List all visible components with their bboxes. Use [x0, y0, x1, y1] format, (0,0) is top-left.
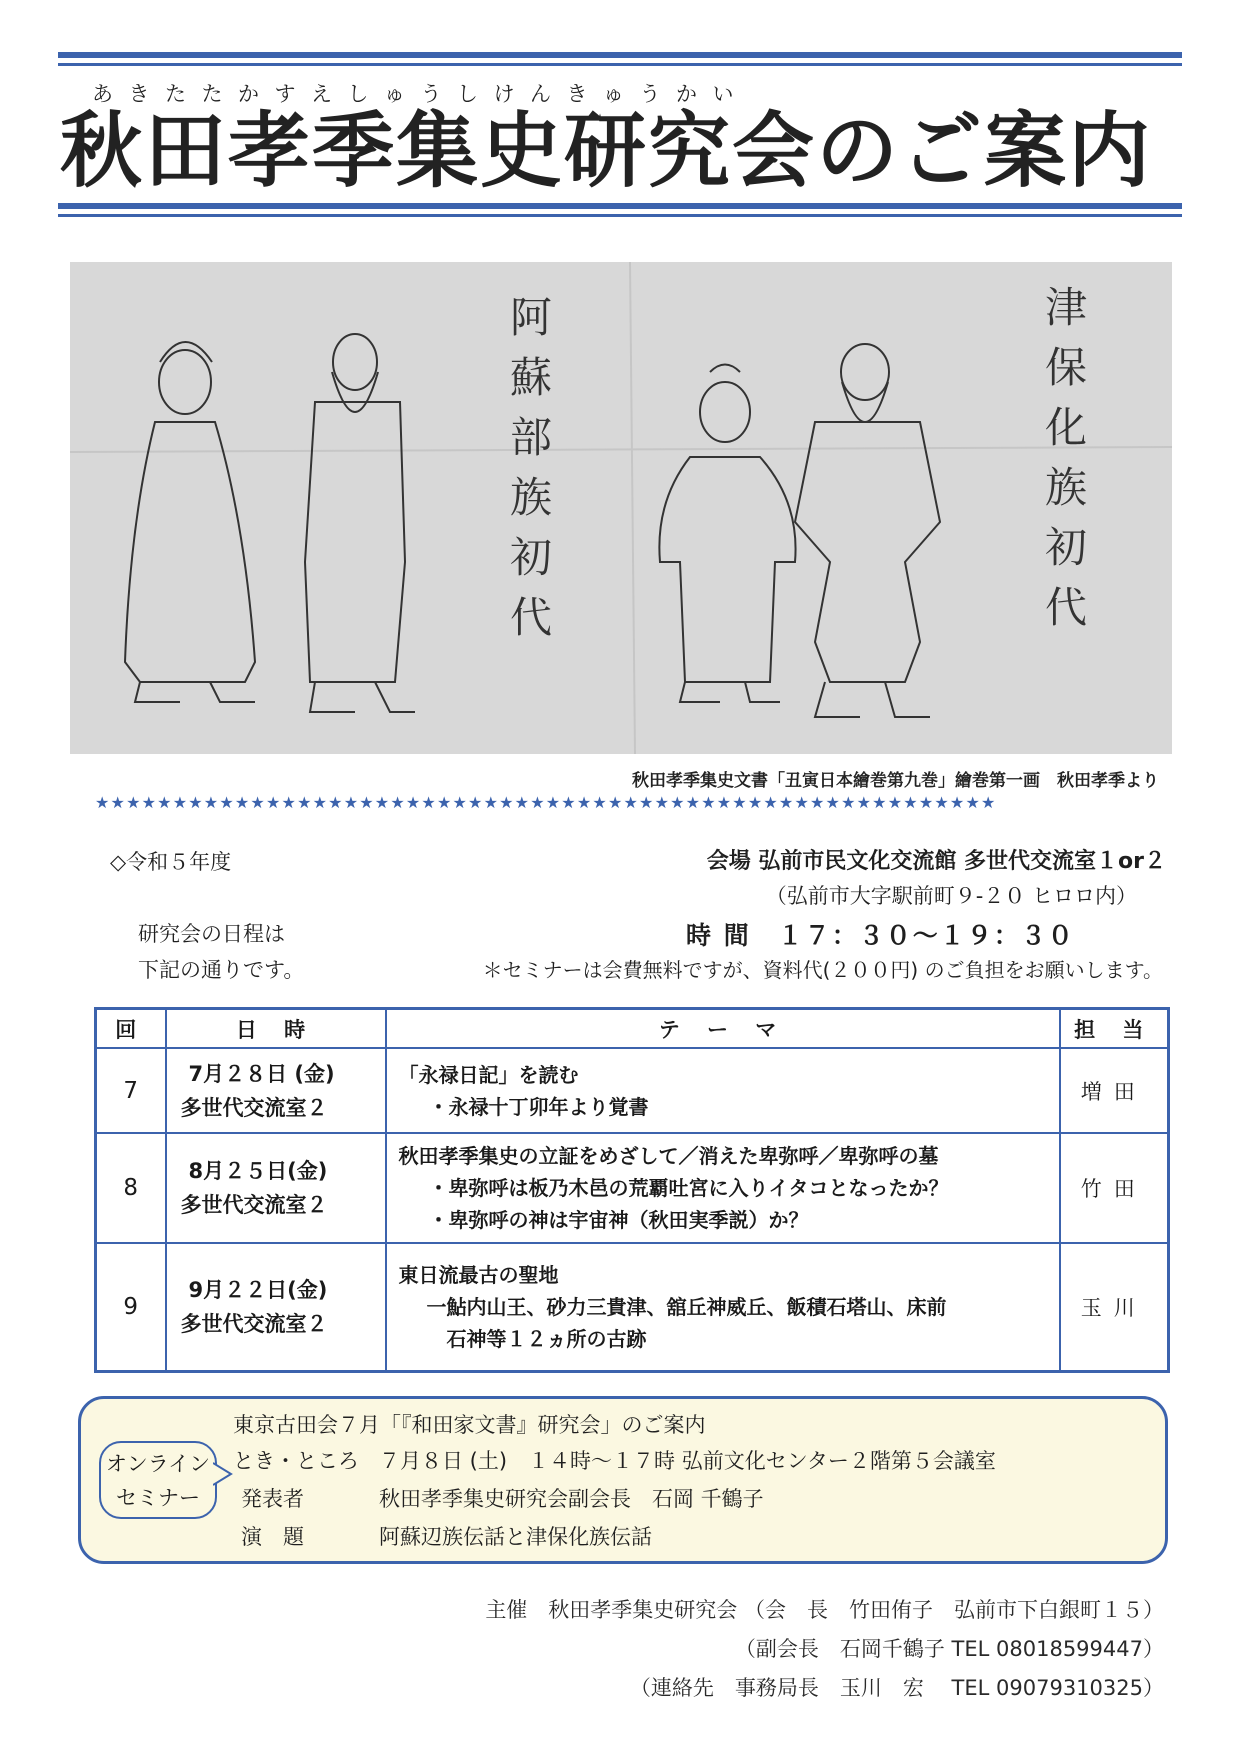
table-row: [96, 1243, 1169, 1371]
fiscal-year: ◇令和５年度: [110, 850, 232, 874]
footer-organizer: 主催 秋田孝季集史研究会 （会 長 竹田侑子 弘前市下白銀町１５）: [485, 1598, 1164, 1622]
session-date-cell: [166, 1243, 386, 1371]
header-rule-bottom-thin: [58, 214, 1182, 217]
theme-sub: ・永禄十丁卯年より覚書: [428, 1094, 649, 1119]
footer-vice-president: （副会長 石岡千鶴子 TEL 08018599447）: [734, 1637, 1164, 1661]
seminar-when-value: ７月８日 (土) １４時〜１７時 弘前文化センター２階第５会議室: [379, 1449, 996, 1473]
svg-text:族: 族: [510, 473, 553, 522]
header-presenter: 担 当: [1060, 1009, 1169, 1049]
table-header-row: [96, 1009, 1169, 1049]
theme-sub: 一鮎内山王、砂力三貴津、舘丘神威丘、飯積石塔山、床前: [426, 1295, 947, 1320]
schedule-table: [94, 1007, 1170, 1373]
table-row: [96, 1133, 1169, 1243]
online-seminar-box: [78, 1396, 1168, 1564]
session-date-cell: [166, 1133, 386, 1243]
bubble-line-1: オンライン: [105, 1452, 211, 1476]
illustration-drawing: [70, 262, 1172, 754]
session-date-cell: [166, 1048, 386, 1133]
theme-main: 「永禄日記」を読む: [398, 1062, 579, 1087]
session-room: 多世代交流室２: [180, 1193, 328, 1218]
header-rule-bottom: [58, 203, 1182, 209]
seminar-speaker-label: 発表者: [241, 1487, 304, 1511]
theme-main: 東日流最古の聖地: [398, 1263, 559, 1288]
header-rule-top-thin: [58, 63, 1182, 66]
seminar-speaker-value: 秋田孝季集史研究会副会長 石岡 千鶴子: [379, 1487, 764, 1511]
svg-text:代: 代: [510, 593, 553, 642]
header-rule-top: [58, 52, 1182, 58]
svg-text:代: 代: [1045, 583, 1088, 632]
footer-contact: （連絡先 事務局長 玉川 宏 TEL 09079310325）: [629, 1676, 1164, 1700]
session-number: 8: [96, 1133, 166, 1243]
svg-text:初: 初: [510, 533, 553, 582]
header-date: 日 時: [166, 1009, 386, 1049]
illustration-caption: 秋田孝季集史文書「丑寅日本繪巻第九巻」繪巻第一画 秋田孝季より: [632, 771, 1159, 791]
session-date: 8月２５日(金): [188, 1159, 328, 1184]
session-presenter: 玉川: [1060, 1243, 1169, 1371]
venue: 会場 弘前市民文化交流館 多世代交流室１or２: [706, 849, 1166, 874]
title-furigana: あきたたかすえしゅうしけんきゅうかい: [92, 82, 749, 106]
venue-address: （弘前市大字駅前町９-２０ ヒロロ内）: [765, 884, 1137, 908]
svg-text:蘇: 蘇: [510, 353, 553, 402]
bubble-tail: [213, 1461, 233, 1487]
session-presenter: 増田: [1060, 1048, 1169, 1133]
session-number: 9: [96, 1243, 166, 1371]
fee-note: ＊セミナーは会費無料ですが、資料代(２００円) のご負担をお願いします。: [482, 958, 1163, 982]
session-number: 7: [96, 1048, 166, 1133]
theme-sub: 石神等１２ヵ所の古跡: [446, 1327, 647, 1352]
theme-sub: ・卑弥呼は板乃木邑の荒覇吐宮に入りイタコとなったか？: [428, 1176, 949, 1201]
session-presenter: 竹田: [1060, 1133, 1169, 1243]
seminar-topic-label: 演 題: [241, 1525, 304, 1549]
session-theme-cell: [386, 1048, 1060, 1133]
theme-sub: ・卑弥呼の神は宇宙神（秋田実季説）か？: [428, 1208, 809, 1233]
seminar-topic-value: 阿蘇辺族伝話と津保化族伝話: [379, 1525, 652, 1549]
svg-text:阿: 阿: [510, 293, 553, 342]
session-theme-cell: [386, 1243, 1060, 1371]
bubble-line-2: セミナー: [116, 1486, 200, 1510]
page-title: 秋田孝季集史研究会のご案内: [60, 104, 1153, 199]
session-room: 多世代交流室２: [180, 1312, 328, 1337]
svg-text:津: 津: [1045, 283, 1088, 332]
session-room: 多世代交流室２: [180, 1095, 328, 1120]
header-no: 回: [96, 1009, 166, 1049]
svg-text:保: 保: [1045, 343, 1088, 392]
schedule-note-1: 研究会の日程は: [138, 922, 285, 946]
schedule-note-2: 下記の通りです。: [138, 958, 305, 982]
session-theme-cell: [386, 1133, 1060, 1243]
session-date: 7月２８日 (金): [188, 1061, 335, 1086]
table-row: [96, 1048, 1169, 1133]
online-seminar-bubble: [99, 1441, 217, 1519]
session-date: 9月２２日(金): [188, 1278, 328, 1303]
svg-text:化: 化: [1045, 403, 1088, 452]
svg-text:初: 初: [1045, 523, 1088, 572]
seminar-when-label: とき・ところ: [233, 1449, 359, 1473]
header-theme: テ ー マ: [386, 1009, 1060, 1049]
svg-text:族: 族: [1045, 463, 1088, 512]
svg-text:部: 部: [510, 413, 553, 462]
meeting-time: 時 間 １７：３０〜１９：３０: [686, 921, 1075, 950]
star-divider: ★★★★★★★★★★★★★★★★★★★★★★★★★★★★★★★★★★★★★★★★★★★★★★★★★★★★★★★★★★: [95, 793, 997, 812]
scroll-illustration: [70, 262, 1172, 754]
theme-main: 秋田孝季集史の立証をめざして／消えた卑弥呼／卑弥呼の墓: [398, 1144, 939, 1169]
seminar-title: 東京古田会７月「『和田家文書』研究会」のご案内: [233, 1413, 706, 1437]
